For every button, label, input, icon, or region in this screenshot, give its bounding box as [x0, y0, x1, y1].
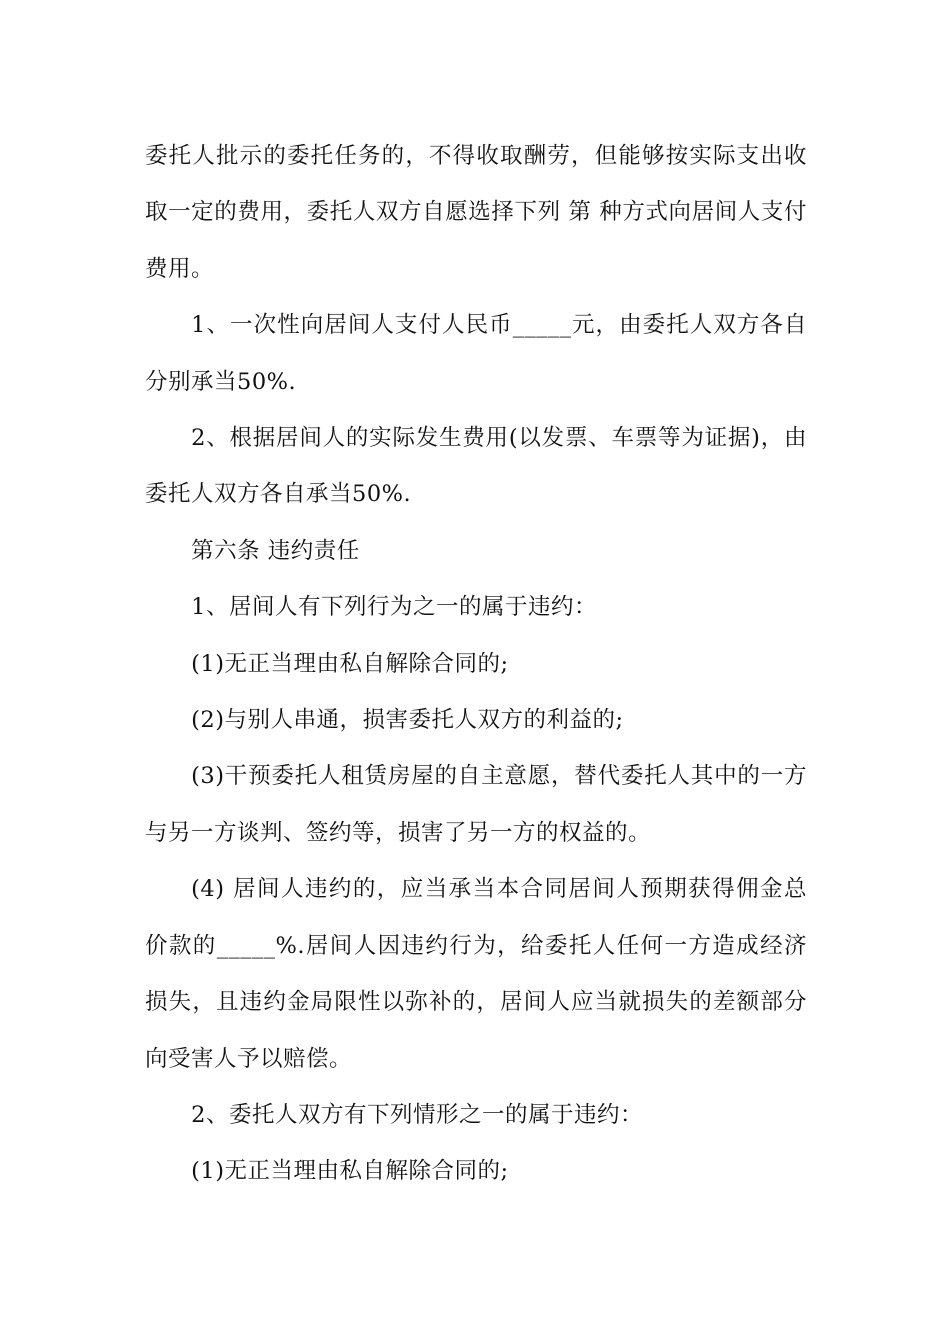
paragraph-agent-breach-item-1: (1)无正当理由私自解除合同的;: [191, 650, 509, 677]
paragraph-agent-breach-item-3: (3)干预委托人租赁房屋的自主意愿，替代委托人其中的一方与另一方谈判、签约等，损害了另一方的权益的。: [145, 763, 807, 846]
paragraph-fee-intro: 委托人批示的委托任务的，不得收取酬劳，但能够按实际支出收取一定的费用，委托人双方自愿选择下列 第 种方式向居间人支付费用。: [145, 143, 807, 282]
paragraph-agent-breach-item-2: (2)与别人串通，损害委托人双方的利益的;: [191, 707, 624, 734]
paragraph-fee-option-2: 2、根据居间人的实际发生费用(以发票、车票等为证据)，由委托人双方各自承当50%.: [145, 425, 807, 508]
paragraph-agent-breach: 1、居间人有下列行为之一的属于违约：: [191, 594, 597, 621]
section-heading-breach-liability: 第六条 违约责任: [191, 537, 360, 564]
paragraph-principal-breach-item-1: (1)无正当理由私自解除合同的;: [191, 1158, 509, 1185]
paragraph-agent-breach-item-4: (4) 居间人违约的，应当承当本合同居间人预期获得佣金总价款的_____%.居间人因违约行为，给委托人任何一方造成经济损失，且违约金局限性以弥补的，居间人应当就损失的差额部分向受害人予以赔偿。: [145, 876, 807, 1072]
paragraph-fee-option-1: 1、一次性向居间人支付人民币_____元，由委托人双方各自分别承当50%.: [145, 312, 807, 395]
paragraph-principal-breach: 2、委托人双方有下列情形之一的属于违约：: [191, 1101, 643, 1128]
document-body: [145, 128, 807, 1200]
